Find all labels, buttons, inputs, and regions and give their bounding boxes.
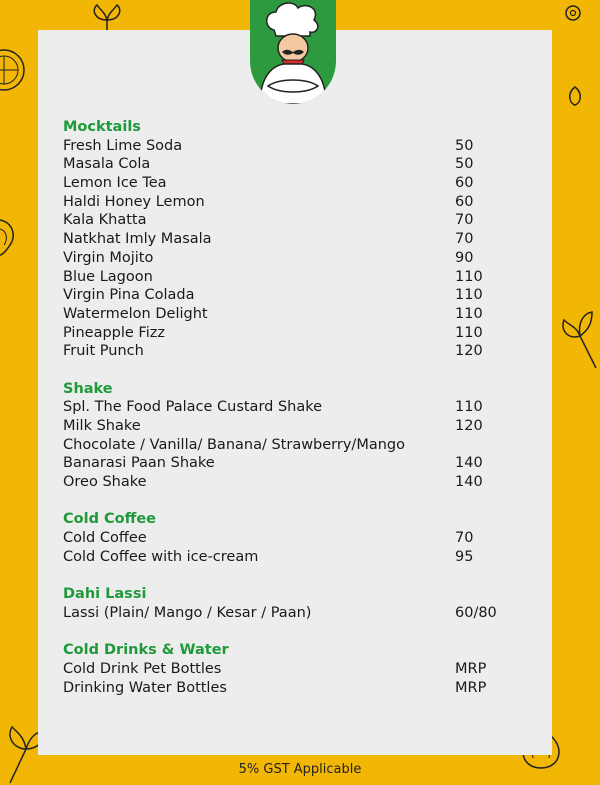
item-price: 110 xyxy=(455,305,483,322)
menu-item xyxy=(63,436,523,455)
item-price: 50 xyxy=(455,137,474,154)
section-title: Shake xyxy=(63,380,113,397)
item-name: Fresh Lime Soda xyxy=(63,137,183,154)
menu-item xyxy=(63,660,523,679)
item-price: MRP xyxy=(455,660,487,677)
menu-list xyxy=(63,118,523,716)
item-name: Pineapple Fizz xyxy=(63,324,165,341)
item-name: Masala Cola xyxy=(63,156,151,173)
item-name: Haldi Honey Lemon xyxy=(63,193,205,210)
item-name: Lemon Ice Tea xyxy=(63,175,167,192)
item-price: 140 xyxy=(455,455,483,472)
menu-item xyxy=(63,230,523,249)
menu-item xyxy=(63,342,523,361)
menu-item xyxy=(63,529,523,548)
section-title: Dahi Lassi xyxy=(63,586,147,603)
item-price: 120 xyxy=(455,418,483,434)
section-title: Cold Coffee xyxy=(63,511,157,528)
item-name: Kala Khatta xyxy=(63,212,147,229)
item-name: Lassi (Plain/ Mango / Kesar / Paan) xyxy=(63,604,312,621)
menu-section xyxy=(63,118,523,361)
item-price: 90 xyxy=(455,249,474,266)
item-name: Chocolate / Vanilla/ Banana/ Strawberry/Mango xyxy=(63,436,405,453)
menu-item xyxy=(63,548,523,567)
item-name: Virgin Mojito xyxy=(63,249,154,266)
item-price: 110 xyxy=(455,399,483,416)
menu-item xyxy=(63,137,523,156)
item-name: Oreo Shake xyxy=(63,474,147,491)
item-name: Spl. The Food Palace Custard Shake xyxy=(63,399,323,416)
section-title: Mocktails xyxy=(63,119,141,135)
item-name: Milk Shake xyxy=(63,418,141,434)
item-name: Cold Drink Pet Bottles xyxy=(63,660,222,677)
item-price: 110 xyxy=(455,287,483,304)
menu-item xyxy=(63,417,523,436)
menu-item xyxy=(63,249,523,268)
chili-icon xyxy=(565,85,585,107)
item-price: 50 xyxy=(455,156,474,173)
item-price: MRP xyxy=(455,679,487,696)
section-title: Cold Drinks & Water xyxy=(63,642,229,659)
garlic-icon xyxy=(0,215,20,260)
menu-item xyxy=(63,211,523,230)
cilantro-leaf-icon xyxy=(556,300,600,370)
item-price: 60/80 xyxy=(455,604,497,621)
menu-item xyxy=(63,155,523,174)
menu-item xyxy=(63,604,523,623)
menu-item xyxy=(63,324,523,343)
item-name: Natkhat Imly Masala xyxy=(63,231,212,248)
item-name: Watermelon Delight xyxy=(63,305,208,322)
chef-icon xyxy=(250,0,336,104)
item-price: 95 xyxy=(455,548,474,565)
item-name: Cold Coffee with ice-cream xyxy=(63,548,259,565)
menu-item xyxy=(63,174,523,193)
menu-item xyxy=(63,305,523,324)
item-price: 70 xyxy=(455,530,474,547)
menu-item xyxy=(63,679,523,698)
menu-section xyxy=(63,585,523,622)
item-price: 70 xyxy=(455,231,474,248)
item-price: 70 xyxy=(455,212,474,229)
item-name: Cold Coffee xyxy=(63,530,147,547)
menu-item xyxy=(63,268,523,287)
lemon-slice-icon xyxy=(0,45,28,95)
menu-section xyxy=(63,380,523,492)
menu-item xyxy=(63,286,523,305)
item-name: Banarasi Paan Shake xyxy=(63,455,215,472)
item-price: 120 xyxy=(455,343,483,360)
seed-icon xyxy=(564,4,582,22)
menu-section xyxy=(63,510,523,566)
menu-section xyxy=(63,641,523,697)
menu-item xyxy=(63,454,523,473)
item-name: Virgin Pina Colada xyxy=(63,287,195,304)
menu-item xyxy=(63,398,523,417)
gst-note: 5% GST Applicable xyxy=(238,762,362,777)
item-price: 60 xyxy=(455,175,474,192)
chef-badge xyxy=(250,0,336,104)
menu-item xyxy=(63,193,523,212)
item-price: 140 xyxy=(455,474,483,491)
item-price xyxy=(455,436,523,455)
menu-item xyxy=(63,473,523,492)
item-name: Drinking Water Bottles xyxy=(63,679,227,696)
item-price: 110 xyxy=(455,268,483,285)
item-name: Fruit Punch xyxy=(63,343,144,360)
item-price: 60 xyxy=(455,193,474,210)
item-price: 110 xyxy=(455,324,483,341)
item-name: Blue Lagoon xyxy=(63,268,153,285)
